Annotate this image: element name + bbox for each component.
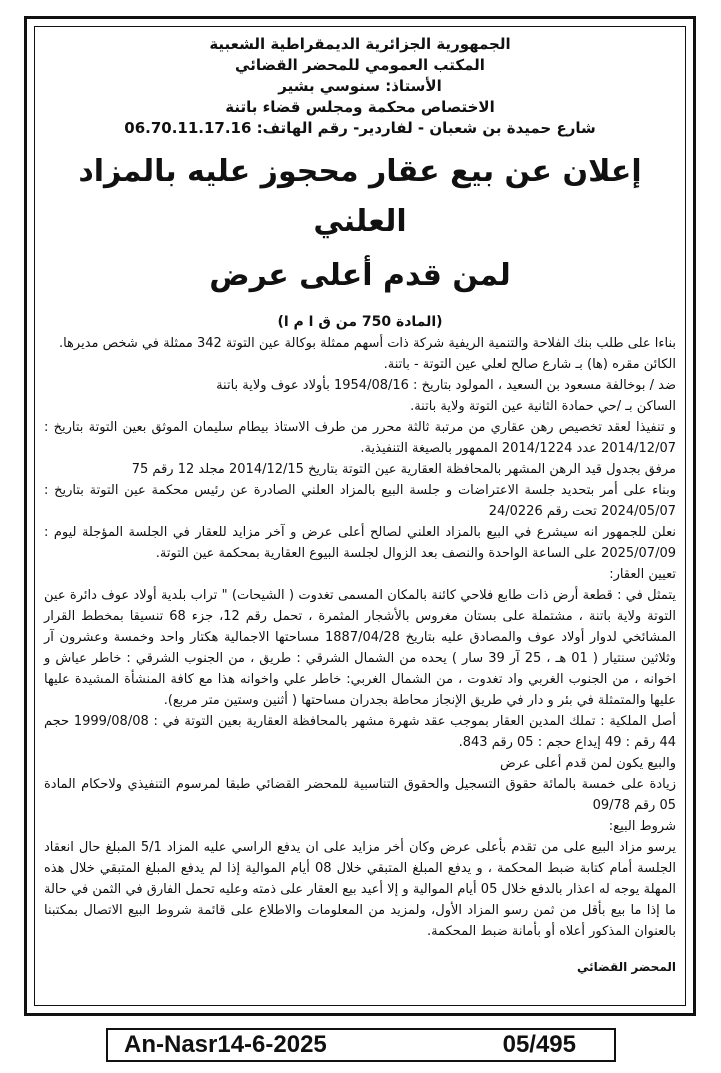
signature-label: المحضر القضائي [576,960,676,974]
body-paragraph: يرسو مزاد البيع على من تقدم بأعلى عرض وكان أخر مزايد على ان يدفع الراسي عليه المزاد 5/1 المبلغ حال انعقاد الجلسة أمام كتابة ضبط المحكمة ، و يدفع المبلغ المتبقي خلال 08 أيام الموالية إذا لم يدفع المبلغ المتبقي خلال هذه المهلة يوجه له اعذار بالدفع خلال 05 أيام الموالية و إلا أعيد بيع العقار على ذمته وعليه تحمل الفارق في الثمن في حالة ما إذا ما بيع بأقل من ثمن رسو المزاد الأول، ولمزيد من المعلومات والاطلاع على قائمة شروط البيع الاتصال بمكتبنا بالعنوان المذكور أعلاه أو بأمانة ضبط المحكمة. [44,840,676,939]
header-line-bailiff-name: الأستاذ: سنوسي بشير [278,77,442,95]
body-paragraph: والبيع يكون لمن قدم أعلى عرض [500,756,676,771]
announcement-title: إعلان عن بيع عقار محجوز عليه بالمزاد العلني [78,154,642,239]
publication-name-date: An-Nasr14-6-2025 [124,1031,327,1058]
body-paragraph: زيادة على خمسة بالمائة حقوق التسجيل والحقوق التناسبية للمحضر القضائي طبقا لمرسوم التنفيذي ولاحكام المادة 05 رقم 09/78 [44,777,676,813]
header-line-address-phone: شارع حميدة بن شعبان - لفاردير- رقم الهاتف: 06.70.11.17.16 [124,119,596,137]
body-paragraph: مرفق بجدول قيد الرهن المشهر بالمحافظة العقارية عين التوتة بتاريخ 2014/12/15 مجلد 12 رقم 75 [131,462,676,477]
body-paragraph: الكائن مقره (ها) بـ شارع صالح لعلي عين التوتة - باتنة. [383,357,676,372]
body-paragraph: و تنفيذا لعقد تخصيص رهن عقاري من مرتبة ثالثة محرر من طرف الاستاذ بيطام سليمان الموثق بعين التوتة بتاريخ : 2014/12/07 عدد 2014/1224 الممهور بالصيغة التنفيذية. [44,420,676,456]
body-paragraph: يتمثل في : قطعة أرض ذات طابع فلاحي كائنة بالمكان المسمى تغدوت ( الشيحات) " تراب بلدية أولاد عوف دائرة عين التوتة ولاية باتنة ، مشتملة على بستان مغروس بالأشجار المثمرة ، تحمل رقم 12، جزء 68 تنسيقا بمخطط القرار المشائخي لدوار أولاد عوف والمصادق عليه بتاريخ 1887/04/28 مساحتها الاجمالية هكتار واحد وخمسة وعشرون آر وثلاثين سنتيار ( 01 هـ ، 25 آر 39 سار ) يحده من الشمال الشرقي : طريق ، من الجنوب الشرقي : خاطر عياش و اخوانه ، من الجنوب الغربي واد تغدوت ، من الشمال الغربي: خاطر علي واخوانه هذا مع كافة المنشأة المشيدة عليها عليها والمتمثلة في بئر و دار في طريق الإنجاز محاطة بجدران مساحتها ( أثنين وستين متر مربع). [44,588,676,708]
announcement-body [44,333,676,942]
legal-article-reference: (المادة 750 من ق ا م ا) [277,314,443,330]
header-line-office: المكتب العمومي للمحضر القضائي [235,56,485,74]
body-paragraph: ضد / بوخالفة مسعود بن السعيد ، المولود بتاريخ : 1954/08/16 بأولاد عوف ولاية باتنة [216,378,676,393]
announcement-content [44,34,676,974]
body-paragraph: شروط البيع: [608,819,676,834]
body-paragraph: بناءا على طلب بنك الفلاحة والتنمية الريفية شركة ذات أسهم ممثلة بوكالة عين التوتة 342 ممثلة في شخص مديرها. [58,336,676,351]
body-paragraph: وبناء على أمر بتحديد جلسة الاعتراضات و جلسة البيع بالمزاد العلني الصادرة عن رئيس محكمة عين التوتة بتاريخ : 2024/05/07 تحت رقم 24/0226 [44,483,676,519]
body-paragraph: أصل الملكية : تملك المدين العقار بموجب عقد شهرة مشهر بالمحافظة العقارية بعين التوتة في : 1999/08/08 حجم 44 رقم : 49 إيداع حجم : 05 رقم 843. [44,714,676,750]
header-line-republic: الجمهورية الجزائرية الديمقراطية الشعبية [209,35,511,53]
header-line-jurisdiction: الاختصاص محكمة ومجلس قضاء باتنة [225,98,495,116]
body-paragraph: تعيين العقار: [609,567,676,582]
body-paragraph: الساكن بـ /حي حمادة الثانية عين التوتة ولاية باتنة. [410,399,676,414]
body-paragraph: نعلن للجمهور انه سيشرع في البيع بالمزاد العلني لصالح أعلى عرض و آخر مزايد للعقار في الجلسة المؤجلة ليوم : 2025/07/09 على الساعة الواحدة والنصف بعد الزوال لجلسة البيوع العقارية بمحكمة عين التوتة. [44,525,676,561]
publication-footer [106,1028,616,1062]
announcement-subtitle: لمن قدم أعلى عرض [209,258,511,293]
publication-reference-number: 05/495 [502,1031,576,1058]
